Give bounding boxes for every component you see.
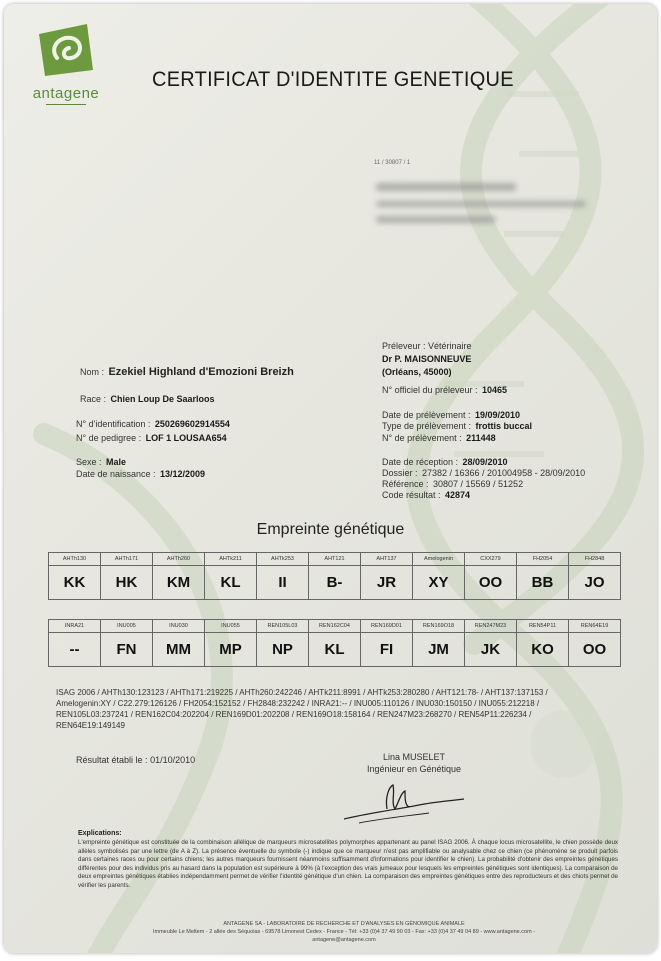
result-code-row [382, 485, 470, 503]
locus-header: REN169D01 [361, 620, 413, 633]
markers-table-1 [48, 552, 621, 600]
allele-value: B- [309, 566, 361, 600]
antagene-logo-mark [35, 20, 97, 78]
allele-value: BB [517, 566, 569, 600]
birth-label: Date de naissance : [76, 469, 156, 479]
sample-type-value: frottis buccal [475, 421, 533, 431]
sampler-name: Dr P. MAISONNEUVE [382, 354, 472, 364]
locus-header: AHTh260 [153, 553, 205, 566]
result-date-row [76, 755, 195, 765]
locus-header: AHTh130 [49, 553, 101, 566]
allele-value: JK [465, 633, 517, 667]
locus-header: CXX279 [465, 553, 517, 566]
dog-name-row [80, 362, 294, 380]
locus-header: REN169O18 [413, 620, 465, 633]
result-date-value: 01/10/2010 [150, 755, 196, 765]
locus-header: INRA21 [49, 620, 101, 633]
sampler-official-label: N° officiel du préleveur : [382, 385, 478, 395]
birth-row [76, 464, 205, 482]
breed-row [80, 389, 214, 407]
allele-value: OO [569, 633, 621, 667]
markers-table-2 [48, 619, 621, 667]
footer-line-2: Immeuble Le Meltem - 2 allée des Séquoias - 69578 Limonest Cedex - France - Tél: +33 (0)4 37 49 90 03 - Fax: +33 (0)4 37 49 04 89 - www.antagene.com - [152, 929, 536, 935]
locus-header: REN54P11 [517, 620, 569, 633]
dossier-label: Dossier : [382, 468, 418, 478]
allele-value: KK [49, 566, 101, 600]
sample-date-value: 19/09/2010 [475, 410, 521, 420]
locus-header: INU030 [153, 620, 205, 633]
identification-value: 250269602914554 [154, 419, 230, 429]
signatory-name: Lina MUSELET [382, 752, 446, 762]
dog-name: Ezekiel Highland d'Emozioni Breizh [108, 366, 294, 378]
sample-number-value: 211448 [466, 433, 496, 443]
locus-header: AHTh171 [101, 553, 153, 566]
sex-value: Male [105, 457, 126, 467]
sample-number-row [382, 428, 496, 446]
locus-header: INU055 [205, 620, 257, 633]
allele-value: II [257, 566, 309, 600]
reference-code: 11 / 30807 / 1 [374, 160, 411, 166]
signatory-block [354, 751, 474, 775]
logo-text: antagene [32, 85, 100, 102]
locus-header: AHTk211 [205, 553, 257, 566]
redacted-address-line-3 [376, 216, 496, 223]
allele-value: XY [413, 566, 465, 600]
sex-label: Sexe : [76, 457, 102, 467]
result-date-label: Résultat établi le : [76, 755, 148, 765]
locus-header: REN162C04 [309, 620, 361, 633]
footer-line-3: antagene@antagene.com [312, 937, 376, 943]
allele-value: NP [257, 633, 309, 667]
allele-value: -- [49, 633, 101, 667]
pedigree-row [76, 428, 227, 446]
allele-value: FI [361, 633, 413, 667]
sampler-label: Préleveur : Vétérinaire [382, 341, 472, 351]
locus-header: REN64E19 [569, 620, 621, 633]
locus-header: FH2054 [517, 553, 569, 566]
locus-header: Amelogenin [413, 553, 465, 566]
locus-header: REN247M23 [465, 620, 517, 633]
sampler-official-row [382, 380, 507, 398]
result-code-label: Code résultat : [382, 490, 441, 500]
reference-label: Référence : [382, 479, 429, 489]
allele-value: KL [309, 633, 361, 667]
allele-value: JO [569, 566, 621, 600]
allele-value: KM [153, 566, 205, 600]
redacted-address-line-2 [376, 201, 586, 207]
logo-underline [46, 104, 86, 105]
identification-label: N° d'identification : [76, 419, 151, 429]
allele-value: JR [361, 566, 413, 600]
locus-header: INU005 [101, 620, 153, 633]
isag-allele-list: ISAG 2006 / AHTh130:123123 / AHTh171:219225 / AHTh260:242246 / AHTk211:8991 / AHTk253:280280 / AHT121:78- / AHT137:137153 / Amelogenin:XY / C22.279:126126 / FH2054:152152 / FH2848:232242 / INRA21:-- / INU005:110126 / INU030:150150 / INU055:212218 / REN105L03:237241 / REN162C04:202204 / REN169D01:202208 / REN169O18:158164 / REN247M23:268270 / REN54P11:226234 / REN64E19:149149 [56, 688, 548, 730]
locus-header: AHT121 [309, 553, 361, 566]
redacted-address-line-1 [376, 183, 516, 191]
dossier-value: 27382 / 16366 / 201004958 - 28/09/2010 [421, 468, 586, 478]
document-title: CERTIFICAT D'IDENTITE GENETIQUE [152, 68, 514, 91]
explanations-title: Explications: [78, 830, 122, 837]
pedigree-label: N° de pedigree : [76, 433, 142, 443]
footer [94, 920, 594, 944]
sample-date-label: Date de prélèvement : [382, 410, 471, 420]
breed-label: Race : [80, 394, 107, 404]
allele-value: MP [205, 633, 257, 667]
locus-header: AHTk253 [257, 553, 309, 566]
allele-value: HK [101, 566, 153, 600]
reference-value: 30807 / 15569 / 51252 [432, 479, 524, 489]
locus-header: FH2848 [569, 553, 621, 566]
dog-name-label: Nom : [80, 367, 105, 377]
sampler-city: (Orléans, 45000) [382, 367, 452, 377]
allele-value: FN [101, 633, 153, 667]
sample-number-label: N° de prélèvement : [382, 433, 462, 443]
certificate-page [4, 4, 657, 953]
allele-value: KO [517, 633, 569, 667]
result-code-value: 42874 [444, 490, 471, 500]
breed-value: Chien Loup De Saarloos [110, 394, 215, 404]
locus-header: REN105L03 [257, 620, 309, 633]
reception-date-label: Date de réception : [382, 457, 459, 467]
pedigree-value: LOF 1 LOUSAA654 [145, 433, 227, 443]
birth-value: 13/12/2009 [160, 469, 206, 479]
signatory-role: Ingénieur en Génétique [366, 764, 462, 774]
allele-value: OO [465, 566, 517, 600]
allele-value: JM [413, 633, 465, 667]
antagene-logo [26, 20, 106, 105]
sampler-official-value: 10465 [481, 385, 507, 395]
sample-type-label: Type de prélèvement : [382, 421, 472, 431]
locus-header: AHT137 [361, 553, 413, 566]
reception-date-value: 28/09/2010 [462, 457, 508, 467]
explanations-text: L'empreinte génétique est constituée de la combinaison allélique de marqueurs microsatellites polymorphes appartenant au panel ISAG 2006. À chaque locus microsatellite, le chien possède deux allèles symbolisés par une lettre (de A à Z). La présence éventuelle du symbole (-) indique que ce marqueur n'est pas amplifiable ou analysable chez ce chien (ce phénomène se produit parfois dans certaines races ou pour certains chiens; les autres marqueurs fournissent néanmoins suffisamment d'informations pour identifier le chien). La probabilité d'obtenir des empreintes génétiques différentes pour des individus pris au hasard dans la population est supérieure à 99% (à l'exception des vrais jumeaux pour lesquels les empreintes génétiques sont identiques). La comparaison de deux empreintes génétiques établies indépendamment permet de vérifier l'identité génétique d'un chien. La comparaison des empreintes génétiques entre des reproducteurs et des chiots permet de vérifier les parents. [78, 839, 618, 889]
allele-value: MM [153, 633, 205, 667]
footer-line-1: ANTAGENE SA - LABORATOIRE DE RECHERCHE ET D'ANALYSES EN GÉNOMIQUE ANIMALE [223, 921, 465, 927]
allele-value: KL [205, 566, 257, 600]
genetic-fingerprint-title: Empreinte génétique [256, 521, 405, 538]
handwritten-signature [339, 779, 469, 829]
